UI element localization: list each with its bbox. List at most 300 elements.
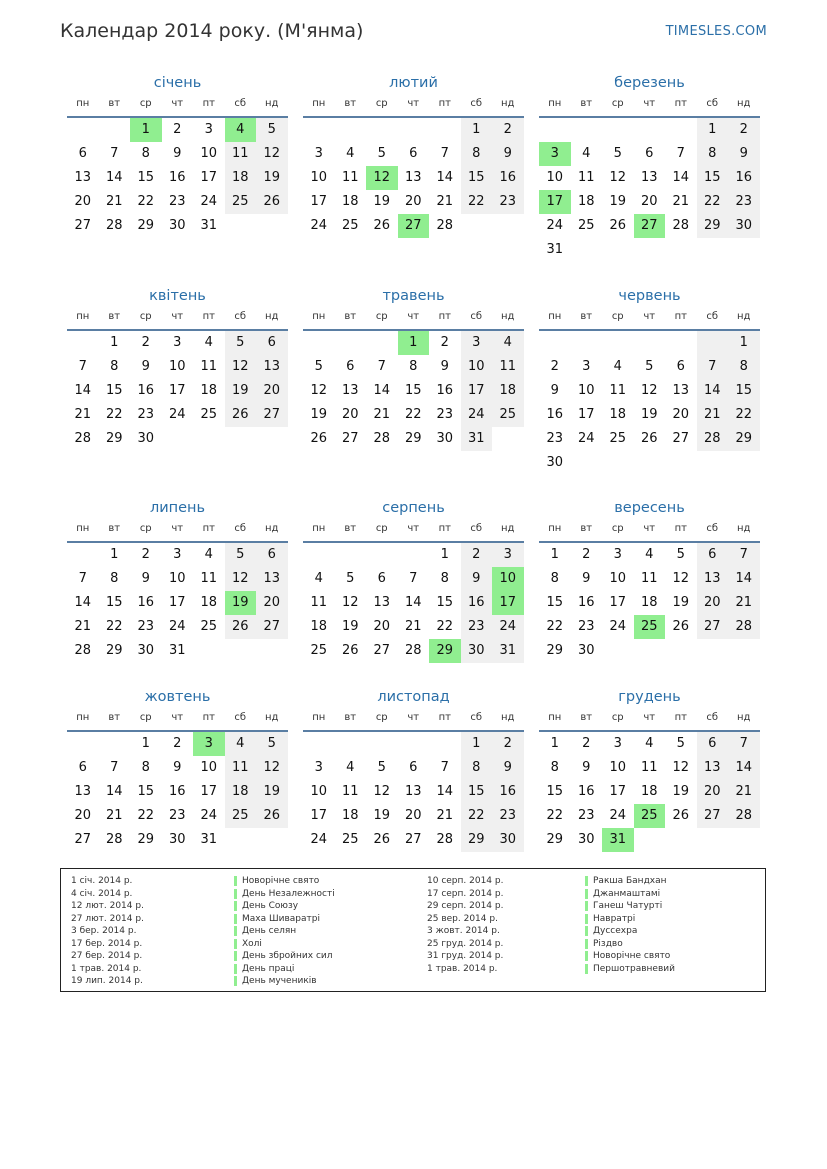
day-cell: 6	[697, 543, 729, 567]
day-cell: 1	[461, 118, 493, 142]
day-cell: 25	[200, 407, 218, 422]
legend-holiday-date: 25 груд. 2014 р.	[427, 938, 504, 949]
month-title: лютий	[389, 75, 438, 91]
legend-holiday-date: 17 серп. 2014 р.	[427, 888, 504, 899]
day-cell: 19	[341, 619, 359, 634]
empty-day-cell	[571, 451, 603, 475]
empty-day-cell	[67, 118, 99, 142]
day-cell: 1	[110, 335, 119, 350]
day-cell: 27	[74, 218, 92, 233]
week-row	[67, 118, 288, 142]
day-cell: 28	[373, 431, 391, 446]
empty-day-cell	[335, 732, 367, 756]
day-cell: 22	[105, 619, 123, 634]
empty-day-cell	[225, 427, 257, 451]
day-cell: 14	[404, 595, 422, 610]
day-cell: 12	[373, 784, 391, 799]
weekday-label: нд	[737, 98, 751, 109]
weekday-label: пн	[548, 98, 562, 109]
day-cell: 9	[461, 567, 493, 591]
day-cell: 12	[256, 756, 288, 780]
week-row	[303, 214, 524, 238]
day-cell: 17	[200, 784, 218, 799]
week-row	[303, 190, 524, 214]
legend-holiday-name: Джанмаштамі	[585, 888, 675, 901]
day-cell: 25	[609, 431, 627, 446]
day-cell: 12	[256, 142, 288, 166]
day-cell: 11	[310, 595, 328, 610]
day-cell: 2	[173, 736, 182, 751]
weekday-label: чт	[171, 311, 184, 322]
day-cell: 11	[341, 784, 359, 799]
day-cell: 30	[168, 218, 186, 233]
day-cell: 15	[461, 166, 493, 190]
day-cell: 24	[492, 615, 524, 639]
day-cell: 26	[640, 431, 658, 446]
day-cell: 27	[256, 403, 288, 427]
weekday-label: пт	[674, 311, 687, 322]
day-cell: 8	[440, 571, 449, 586]
day-cell: 2	[550, 359, 559, 374]
day-cell: 20	[697, 780, 729, 804]
day-cell: 14	[74, 595, 92, 610]
day-cell: 7	[676, 146, 685, 161]
day-cell: 26	[256, 190, 288, 214]
day-cell: 14	[74, 383, 92, 398]
brand-link[interactable]: TIMESLES.COM	[665, 24, 767, 39]
weekday-label: пт	[202, 523, 215, 534]
empty-day-cell	[634, 451, 666, 475]
day-cell: 24	[200, 808, 218, 823]
month-title: жовтень	[144, 689, 211, 705]
day-cell: 12	[672, 571, 690, 586]
month-січень	[67, 72, 288, 238]
day-cell: 24	[168, 619, 186, 634]
legend-holiday-name: День Союзу	[234, 900, 335, 913]
day-cell: 14	[697, 379, 729, 403]
day-cell: 14	[436, 170, 454, 185]
weekday-label: пт	[202, 311, 215, 322]
day-cell: 17	[168, 383, 186, 398]
day-cell: 8	[141, 146, 150, 161]
day-cell: 27	[256, 615, 288, 639]
empty-day-cell	[303, 543, 335, 567]
day-cell: 21	[404, 619, 422, 634]
legend-holiday-name: День Незалежності	[234, 888, 335, 901]
day-cell: 7	[440, 760, 449, 775]
day-cell: 29	[137, 832, 155, 847]
day-cell: 20	[404, 808, 422, 823]
day-cell: 1	[440, 547, 449, 562]
week-row	[539, 379, 760, 403]
weekday-label: пн	[312, 712, 326, 723]
week-row	[67, 427, 288, 451]
holiday-day-cell: 10	[492, 567, 524, 591]
day-cell: 20	[74, 808, 92, 823]
day-cell: 9	[492, 756, 524, 780]
day-cell: 26	[609, 218, 627, 233]
day-cell: 10	[461, 355, 493, 379]
weekday-label: нд	[501, 523, 515, 534]
day-cell: 4	[492, 331, 524, 355]
empty-day-cell	[99, 118, 131, 142]
empty-day-cell	[225, 828, 257, 852]
weekday-label: сб	[470, 523, 483, 534]
week-row	[539, 403, 760, 427]
day-cell: 23	[492, 804, 524, 828]
day-cell: 18	[310, 619, 328, 634]
weekday-label: ср	[611, 523, 624, 534]
day-cell: 19	[373, 194, 391, 209]
day-cell: 27	[373, 643, 391, 658]
empty-day-cell	[665, 238, 697, 262]
day-cell: 18	[577, 194, 595, 209]
day-cell: 29	[105, 431, 123, 446]
day-cell: 31	[492, 639, 524, 663]
day-cell: 13	[404, 784, 422, 799]
day-cell: 4	[314, 571, 323, 586]
empty-day-cell	[665, 118, 697, 142]
holiday-day-cell: 1	[398, 331, 430, 355]
weekday-label: пн	[76, 712, 90, 723]
day-cell: 11	[577, 170, 595, 185]
holiday-day-cell: 25	[634, 615, 666, 639]
empty-day-cell	[634, 828, 666, 852]
month-title: квітень	[149, 288, 206, 304]
day-cell: 2	[461, 543, 493, 567]
day-cell: 16	[168, 170, 186, 185]
day-cell: 30	[461, 639, 493, 663]
weekday-label: чт	[643, 523, 656, 534]
day-cell: 8	[550, 760, 559, 775]
day-cell: 20	[256, 591, 288, 615]
day-cell: 26	[341, 643, 359, 658]
empty-day-cell	[697, 451, 729, 475]
day-cell: 2	[582, 736, 591, 751]
empty-day-cell	[303, 331, 335, 355]
day-cell: 2	[728, 118, 760, 142]
day-cell: 5	[314, 359, 323, 374]
day-cell: 19	[373, 808, 391, 823]
day-cell: 6	[346, 359, 355, 374]
weekday-label: нд	[265, 98, 279, 109]
day-cell: 10	[609, 571, 627, 586]
empty-day-cell	[366, 543, 398, 567]
day-cell: 13	[672, 383, 690, 398]
empty-day-cell	[67, 543, 99, 567]
day-cell: 9	[173, 760, 182, 775]
day-cell: 20	[373, 619, 391, 634]
day-cell: 7	[728, 543, 760, 567]
day-cell: 22	[137, 194, 155, 209]
legend-holiday-name: Дуссехра	[585, 925, 675, 938]
day-cell: 22	[105, 407, 123, 422]
week-row	[67, 591, 288, 615]
weekday-label: чт	[407, 98, 420, 109]
empty-day-cell	[256, 828, 288, 852]
week-row	[67, 543, 288, 567]
holiday-day-cell: 19	[225, 591, 257, 615]
weekday-label: нд	[501, 98, 515, 109]
month-травень	[303, 285, 524, 451]
day-cell: 27	[697, 615, 729, 639]
day-cell: 22	[728, 403, 760, 427]
weekday-label: чт	[407, 712, 420, 723]
empty-day-cell	[602, 238, 634, 262]
week-row	[539, 756, 760, 780]
day-cell: 29	[105, 643, 123, 658]
day-cell: 17	[200, 170, 218, 185]
empty-day-cell	[492, 427, 524, 451]
week-row	[67, 214, 288, 238]
day-cell: 11	[640, 760, 658, 775]
day-cell: 9	[582, 571, 591, 586]
day-cell: 4	[613, 359, 622, 374]
legend-holiday-name: Холі	[234, 938, 335, 951]
day-cell: 3	[204, 122, 213, 137]
empty-day-cell	[697, 331, 729, 355]
weekday-label: сб	[234, 523, 247, 534]
day-cell: 17	[168, 595, 186, 610]
empty-day-cell	[366, 732, 398, 756]
day-cell: 26	[672, 619, 690, 634]
week-row	[303, 379, 524, 403]
day-cell: 22	[546, 619, 564, 634]
weekday-label: нд	[501, 712, 515, 723]
day-cell: 26	[225, 615, 257, 639]
day-cell: 23	[137, 407, 155, 422]
day-cell: 25	[341, 832, 359, 847]
legend-holiday-date: 1 січ. 2014 р.	[71, 876, 133, 886]
day-cell: 10	[546, 170, 564, 185]
day-cell: 11	[609, 383, 627, 398]
empty-day-cell	[398, 732, 430, 756]
legend-holiday-name: День збройних сил	[234, 950, 335, 963]
weekday-header	[303, 95, 524, 118]
empty-day-cell	[67, 732, 99, 756]
day-cell: 1	[110, 547, 119, 562]
weekday-label: пт	[202, 98, 215, 109]
empty-day-cell	[697, 238, 729, 262]
day-cell: 20	[697, 591, 729, 615]
weekday-label: чт	[643, 712, 656, 723]
weekday-label: пн	[312, 98, 326, 109]
legend-holiday-name: Різдво	[585, 938, 675, 951]
week-row	[539, 543, 760, 567]
month-жовтень	[67, 686, 288, 852]
day-cell: 31	[461, 427, 493, 451]
weekday-label: пт	[438, 311, 451, 322]
day-cell: 20	[640, 194, 658, 209]
weekday-header	[539, 709, 760, 732]
weekday-label: пн	[312, 523, 326, 534]
day-cell: 13	[256, 567, 288, 591]
day-cell: 9	[728, 142, 760, 166]
day-cell: 21	[436, 194, 454, 209]
week-row	[539, 355, 760, 379]
empty-day-cell	[67, 331, 99, 355]
legend-holiday-date: 31 груд. 2014 р.	[427, 951, 504, 961]
day-cell: 26	[373, 218, 391, 233]
day-cell: 1	[141, 736, 150, 751]
holiday-day-cell: 27	[398, 214, 430, 238]
day-cell: 31	[200, 832, 218, 847]
day-cell: 21	[728, 591, 760, 615]
empty-day-cell	[303, 118, 335, 142]
day-cell: 22	[546, 808, 564, 823]
day-cell: 5	[676, 736, 685, 751]
day-cell: 27	[404, 832, 422, 847]
day-cell: 5	[645, 359, 654, 374]
day-cell: 26	[256, 804, 288, 828]
day-cell: 22	[461, 190, 493, 214]
day-cell: 6	[78, 146, 87, 161]
empty-day-cell	[539, 118, 571, 142]
day-cell: 2	[492, 732, 524, 756]
weekday-label: ср	[611, 712, 624, 723]
empty-day-cell	[256, 214, 288, 238]
week-row	[303, 780, 524, 804]
day-cell: 5	[346, 571, 355, 586]
empty-day-cell	[429, 732, 461, 756]
week-row	[303, 142, 524, 166]
day-cell: 6	[409, 760, 418, 775]
day-cell: 22	[436, 619, 454, 634]
empty-day-cell	[665, 639, 697, 663]
day-cell: 14	[105, 784, 123, 799]
day-cell: 21	[105, 808, 123, 823]
day-cell: 7	[728, 732, 760, 756]
day-cell: 13	[373, 595, 391, 610]
day-cell: 19	[256, 780, 288, 804]
day-cell: 23	[461, 615, 493, 639]
day-cell: 21	[74, 407, 92, 422]
empty-day-cell	[225, 639, 257, 663]
week-row	[539, 166, 760, 190]
weekday-label: ср	[139, 311, 152, 322]
day-cell: 16	[492, 166, 524, 190]
day-cell: 22	[697, 190, 729, 214]
legend-holiday-date: 27 лют. 2014 р.	[71, 913, 144, 924]
legend-dates-left	[71, 875, 144, 988]
weekday-label: вт	[580, 523, 593, 534]
day-cell: 15	[461, 780, 493, 804]
day-cell: 3	[613, 736, 622, 751]
day-cell: 16	[137, 595, 155, 610]
week-row	[67, 780, 288, 804]
weekday-label: ср	[375, 523, 388, 534]
day-cell: 13	[256, 355, 288, 379]
day-cell: 5	[225, 331, 257, 355]
day-cell: 4	[346, 146, 355, 161]
day-cell: 8	[697, 142, 729, 166]
week-row	[539, 214, 760, 238]
empty-day-cell	[728, 828, 760, 852]
month-title: липень	[149, 500, 206, 516]
week-row	[539, 732, 760, 756]
day-cell: 11	[225, 142, 257, 166]
week-row	[539, 142, 760, 166]
day-cell: 30	[492, 828, 524, 852]
day-cell: 24	[168, 407, 186, 422]
week-row	[303, 732, 524, 756]
day-cell: 29	[404, 431, 422, 446]
day-cell: 28	[404, 643, 422, 658]
legend-holiday-date: 19 лип. 2014 р.	[71, 976, 143, 986]
weekday-label: ср	[375, 98, 388, 109]
day-cell: 14	[436, 784, 454, 799]
day-cell: 10	[609, 760, 627, 775]
day-cell: 12	[310, 383, 328, 398]
empty-day-cell	[728, 639, 760, 663]
legend-holiday-name: День селян	[234, 925, 335, 938]
day-cell: 22	[404, 407, 422, 422]
legend-holiday-date: 29 серп. 2014 р.	[427, 901, 504, 911]
day-cell: 16	[546, 407, 564, 422]
day-cell: 3	[461, 331, 493, 355]
day-cell: 23	[137, 619, 155, 634]
empty-day-cell	[728, 238, 760, 262]
day-cell: 28	[697, 427, 729, 451]
day-cell: 16	[577, 595, 595, 610]
day-cell: 9	[440, 359, 449, 374]
day-cell: 18	[200, 383, 218, 398]
day-cell: 2	[173, 122, 182, 137]
day-cell: 9	[141, 359, 150, 374]
month-березень	[539, 72, 760, 262]
week-row	[539, 118, 760, 142]
day-cell: 6	[645, 146, 654, 161]
day-cell: 15	[105, 383, 123, 398]
empty-day-cell	[665, 331, 697, 355]
day-cell: 30	[577, 643, 595, 658]
day-cell: 23	[577, 619, 595, 634]
weekday-label: пт	[674, 98, 687, 109]
holiday-day-cell: 17	[492, 591, 524, 615]
day-cell: 8	[110, 359, 119, 374]
day-cell: 29	[697, 214, 729, 238]
week-row	[539, 190, 760, 214]
weekday-label: вт	[580, 712, 593, 723]
day-cell: 22	[137, 808, 155, 823]
empty-day-cell	[634, 238, 666, 262]
legend-holiday-date: 1 трав. 2014 р.	[427, 963, 498, 974]
legend-holiday-date: 25 вер. 2014 р.	[427, 913, 498, 924]
day-cell: 24	[200, 194, 218, 209]
day-cell: 15	[728, 379, 760, 403]
day-cell: 16	[137, 383, 155, 398]
day-cell: 8	[409, 359, 418, 374]
day-cell: 7	[78, 359, 87, 374]
weekday-label: пт	[674, 712, 687, 723]
day-cell: 12	[225, 567, 257, 591]
day-cell: 29	[546, 832, 564, 847]
weekday-label: ср	[375, 712, 388, 723]
day-cell: 2	[141, 335, 150, 350]
day-cell: 19	[310, 407, 328, 422]
day-cell: 21	[672, 194, 690, 209]
holiday-day-cell: 17	[539, 190, 571, 214]
day-cell: 8	[141, 760, 150, 775]
day-cell: 31	[168, 643, 186, 658]
weekday-label: ср	[139, 98, 152, 109]
day-cell: 28	[436, 218, 454, 233]
empty-day-cell	[492, 214, 524, 238]
week-row	[67, 166, 288, 190]
week-row	[303, 828, 524, 852]
weekday-header	[67, 520, 288, 543]
legend-holiday-date: 3 жовт. 2014 р.	[427, 926, 500, 936]
